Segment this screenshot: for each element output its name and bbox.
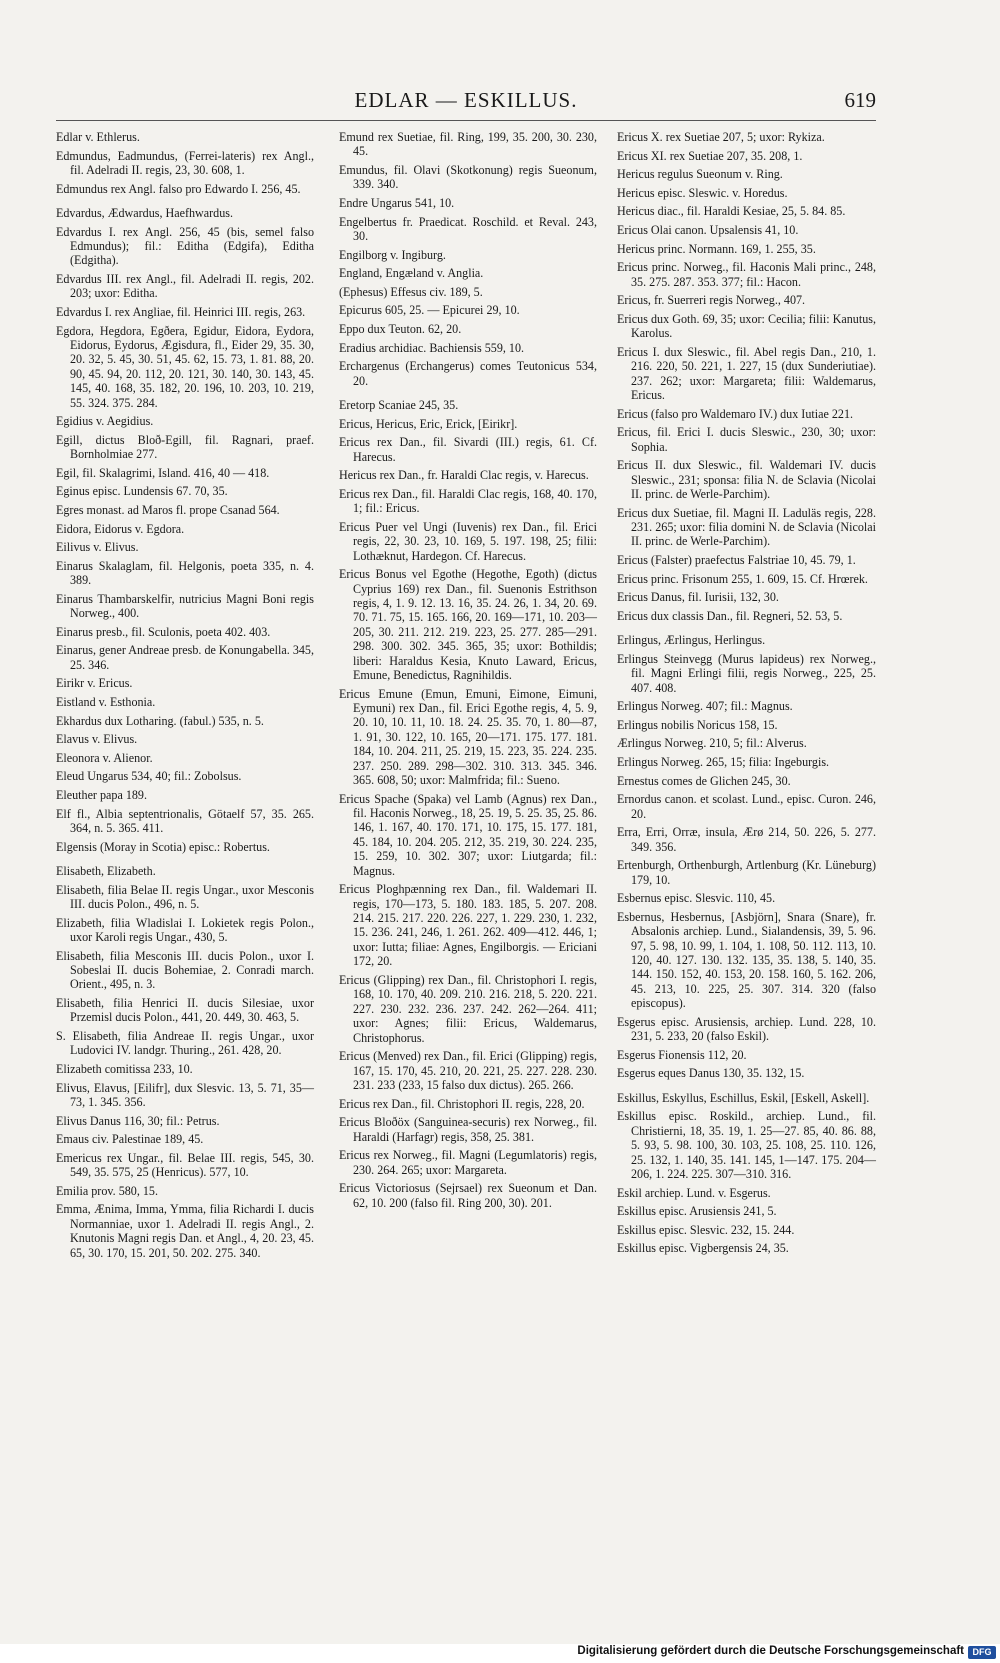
index-entry: Eistland v. Esthonia. xyxy=(56,694,156,709)
index-entry: Ekhardus dux Lotharing. (fabul.) 535, n. 5. xyxy=(56,713,264,728)
index-entry: Eleuther papa 189. xyxy=(56,787,148,802)
index-entry: Eskil archiep. Lund. v. Esgerus. xyxy=(617,1185,771,1200)
index-entry: Eginus episc. Lundensis 67. 70, 35. xyxy=(56,484,228,499)
index-entry: Esgerus episc. Arusiensis, archiep. Lund. 228, 10. 231, 5. 233, 20 (falso Eskil). xyxy=(617,1014,876,1044)
index-entry: Hericus princ. Normann. 169, 1. 255, 35. xyxy=(617,241,816,256)
index-entry: Edmundus rex Angl. falso pro Edwardo I. 256, 45. xyxy=(56,181,301,196)
index-entry: Ericus, fil. Erici I. ducis Sleswic., 230, 30; uxor: Sophia. xyxy=(617,425,876,454)
index-entry: Erra, Erri, Orræ, insula, Ærø 214, 50. 226, 5. 277. 349. 356. xyxy=(617,825,876,854)
index-entry: Elizabeth comitissa 233, 10. xyxy=(56,1061,193,1076)
index-entry: Edmundus, Eadmundus, (Ferrei-lateris) rex Angl., fil. Adelradi II. regis, 23, 30. 608, 1. xyxy=(56,148,314,177)
index-entry: Emma, Ænima, Imma, Ymma, filia Richardi I. ducis Normanniae, uxor 1. Adelradi II. regis Angl., 2. Knutonis Magni regis Dan. et Angl., 4, 20. 23, 45. 65, 30. 170, 15. 201, 50. 202. 275. 340. xyxy=(56,1202,314,1260)
header-rule xyxy=(56,120,876,121)
index-entry: S. Elisabeth, filia Andreae II. regis Ungar., uxor Ludovici IV. landgr. Thuring., 261. 428, 20. xyxy=(56,1028,314,1058)
page-title: EDLAR — ESKILLUS. xyxy=(354,88,578,112)
index-entry: Eskillus episc. Slesvic. 232, 15. 244. xyxy=(617,1222,795,1237)
index-entry: Endre Ungarus 541, 10. xyxy=(339,196,455,210)
index-entry: Ericus princ. Norweg., fil. Haconis Mali princ., 248, 35. 275. 287. 353. 377; fil.: Hacon. xyxy=(617,260,876,289)
index-entry: Epicurus 605, 25. — Epicurei 29, 10. xyxy=(339,303,520,318)
index-entry: Elisabeth, filia Belae II. regis Ungar., uxor Mesconis III. ducis Polon., 496, n. 5. xyxy=(56,882,314,911)
page-header xyxy=(56,88,876,116)
index-entry: Ernordus canon. et scolast. Lund., episc. Curon. 246, 20. xyxy=(617,792,876,821)
index-entry: Ericus, fr. Suerreri regis Norweg., 407. xyxy=(617,293,806,308)
index-entry: Erlingus nobilis Noricus 158, 15. xyxy=(617,717,778,732)
index-entry: Ericus I. dux Sleswic., fil. Abel regis Dan., 210, 1. 216. 220, 50. 221, 1. 227, 15 (dux Sunderiutiae). 237. 262; uxor: Margareta; filii: Waldemarus, Ericus. xyxy=(617,344,876,402)
index-entry: Elavus v. Elivus. xyxy=(56,732,138,747)
index-entry: Elivus Danus 116, 30; fil.: Petrus. xyxy=(56,1113,220,1128)
index-entry: Ericus Bonus vel Egothe (Hegothe, Egoth) (dictus Cyprius 169) rex Dan., fil. Suenonis Estrithson regis, 4, 1. 9. 12. 13. 16, 35. 24. 26, 1. 34, 20. 69. 70. 71. 75, 15. 165. 166, 20. 169—171, 10. 203—205, 30. 211. 212. 219. 223, 25. 277. 285—291. 298. 300. 302. 345. 365, 35; uxor: Bothildis; liberi: Haraldus Kesia, Knuto Laward, Ericus, Emune, Benedictus, Ragnihildis. xyxy=(339,567,597,682)
index-entry: Ertenburgh, Orthenburgh, Artlenburg (Kr. Lüneburg) 179, 10. xyxy=(617,858,876,887)
index-entry: Edvardus I. rex Angliae, fil. Heinrici III. regis, 263. xyxy=(56,305,306,319)
index-entry: Ericus rex Norweg., fil. Magni (Legumlatoris) regis, 230. 264. 265; uxor: Margareta. xyxy=(339,1148,597,1177)
index-entry: Ericus Olai canon. Upsalensis 41, 10. xyxy=(617,222,799,237)
index-entry: Ericus rex Dan., fil. Sivardi (III.) regis, 61. Cf. Harecus. xyxy=(339,435,597,464)
dfg-logo-icon: DFG xyxy=(968,1646,996,1659)
index-entry: Ericus XI. rex Suetiae 207, 35. 208, 1. xyxy=(617,148,803,163)
index-entry: Eskillus episc. Arusiensis 241, 5. xyxy=(617,1204,777,1219)
index-entry: Egidius v. Aegidius. xyxy=(56,414,154,429)
index-entry: Eretorp Scaniae 245, 35. xyxy=(339,397,459,412)
footer-credit: Digitalisierung gefördert durch die Deutsche Forschungsgemeinschaft xyxy=(577,1645,964,1657)
index-entry: Hericus diac., fil. Haraldi Kesiae, 25, 5. 84. 85. xyxy=(617,204,846,219)
index-entry: Erlingus Norweg. 407; fil.: Magnus. xyxy=(617,699,793,714)
index-entry: Erchargenus (Erchangerus) comes Teutonicus 534, 20. xyxy=(339,359,597,388)
index-entry: (Ephesus) Effesus civ. 189, 5. xyxy=(339,284,483,299)
index-entry: Ericus Spache (Spaka) vel Lamb (Agnus) rex Dan., fil. Haconis Norweg., 18, 25. 19, 5. 25. 35, 25. 86. 146, 1. 167, 40. 170. 171, 10. 175, 15. 177. 181, 45. 184, 10. 204. 205. 212, 35. 219, 30. 224. 235, 15. 259, 10. 302. 307; uxor: Liutgarda; fil.: Magnus. xyxy=(339,791,597,878)
index-entry: Eskillus, Eskyllus, Eschillus, Eskil, [Eskell, Askell]. xyxy=(617,1090,870,1105)
index-entry: Eskillus episc. Roskild., archiep. Lund., fil. Christierni, 18, 35. 19, 1. 25—27. 85, 40. 86. 88, 5. 93, 5. 98. 100, 30. 103, 25. 108, 25. 110. 126, 25. 132, 1. 140, 35. 141. 145, 1—147. 175. 204—206, 1. 224. 225. 307—310. 316. xyxy=(617,1109,876,1181)
index-entry: Ericus Puer vel Ungi (Iuvenis) rex Dan., fil. Erici regis, 22, 30. 23, 10. 169, 5. 197. 198, 25; filii: Lothæknut, Hardegon. Cf. Harecus. xyxy=(339,519,597,563)
index-entry: Elisabeth, filia Henrici II. ducis Silesiae, uxor Przemisl ducis Polon., 441, 20. 449, 30. 463, 5. xyxy=(56,995,314,1025)
index-entry: Einarus presb., fil. Sculonis, poeta 402. 403. xyxy=(56,624,271,639)
index-entry: Elivus, Elavus, [Eilifr], dux Slesvic. 13, 5. 71, 35—73, 1. 345. 356. xyxy=(56,1080,314,1109)
index-entry: Ericus (Falster) praefectus Falstriae 10, 45. 79, 1. xyxy=(617,552,856,567)
index-entry: Eppo dux Teuton. 62, 20. xyxy=(339,321,462,336)
index-entry: Emilia prov. 580, 15. xyxy=(56,1183,158,1198)
index-entry: Eilivus v. Elivus. xyxy=(56,540,139,555)
index-entry: Ericus X. rex Suetiae 207, 5; uxor: Rykiza. xyxy=(617,130,825,144)
index-entry: Esgerus Fionensis 112, 20. xyxy=(617,1047,747,1062)
index-entry: Hericus regulus Sueonum v. Ring. xyxy=(617,167,783,182)
index-column-2 xyxy=(339,130,597,1214)
index-entry: Eskillus episc. Vigbergensis 24, 35. xyxy=(617,1241,789,1256)
index-entry: Ericus II. dux Sleswic., fil. Waldemari IV. ducis Sleswic., 231; sponsa: filia N. de Sclavia (Nicolai II. princ. de Werle-Parchim). xyxy=(617,458,876,501)
index-entry: Elisabeth, filia Mesconis III. ducis Polon., uxor I. Sobeslai II. ducis Bohemiae, 2. Conradi march. Orient., 495, n. 3. xyxy=(56,948,314,992)
index-entry: Engilborg v. Ingiburg. xyxy=(339,247,446,262)
index-entry: Egil, fil. Skalagrimi, Island. 416, 40 — 418. xyxy=(56,465,270,480)
index-entry: England, Engæland v. Anglia. xyxy=(339,266,484,281)
index-entry: Erlingus Norweg. 265, 15; filia: Ingeburgis. xyxy=(617,754,830,769)
index-entry: Edvardus, Ædwardus, Haefhwardus. xyxy=(56,206,233,220)
index-entry: Elgensis (Moray in Scotia) episc.: Robertus. xyxy=(56,839,270,854)
index-entry: Engelbertus fr. Praedicat. Roschild. et Reval. 243, 30. xyxy=(339,214,597,243)
index-entry: Edvardus I. rex Angl. 256, 45 (bis, semel falso Edmundus); fil.: Editha (Edgifa), Editha (Edgitha). xyxy=(56,224,314,268)
index-entry: Eirikr v. Ericus. xyxy=(56,676,133,691)
index-entry: Erlingus, Ærlingus, Herlingus. xyxy=(617,633,766,648)
index-entry: Edlar v. Ethlerus. xyxy=(56,130,140,144)
index-entry: Ericus princ. Frisonum 255, 1. 609, 15. Cf. Hrœrek. xyxy=(617,571,868,586)
index-entry: Ærlingus Norweg. 210, 5; fil.: Alverus. xyxy=(617,736,807,751)
index-entry: Ericus (Menved) rex Dan., fil. Erici (Glipping) regis, 167, 15. 170, 45. 210, 20. 221, 25. 227. 228. 230. 231. 233 (233, 15 falso dux dictus). 265. 266. xyxy=(339,1049,597,1092)
index-entry: Ericus rex Dan., fil. Christophori II. regis, 228, 20. xyxy=(339,1096,585,1111)
index-entry: Ericus dux Goth. 69, 35; uxor: Cecilia; filii: Kanutus, Karolus. xyxy=(617,311,876,341)
index-entry: Hericus rex Dan., fr. Haraldi Clac regis, v. Harecus. xyxy=(339,468,589,483)
index-entry: Hericus episc. Sleswic. v. Horedus. xyxy=(617,185,788,200)
index-entry: Erlingus Steinvegg (Murus lapideus) rex Norweg., fil. Magni Erlingi filii, regis Norweg., 225, 25. 407. 408. xyxy=(617,651,876,695)
index-entry: Ericus Danus, fil. Iurisii, 132, 30. xyxy=(617,590,779,605)
index-entry: Einarus Thambarskelfir, nutricius Magni Boni regis Norweg., 400. xyxy=(56,591,314,621)
index-entry: Ericus rex Dan., fil. Haraldi Clac regis, 168, 40. 170, 1; fil.: Ericus. xyxy=(339,486,597,516)
index-entry: Emericus rex Ungar., fil. Belae III. regis, 545, 30. 549, 35. 575, 25 (Henricus). 577, 10. xyxy=(56,1150,314,1180)
index-entry: Ericus dux Suetiae, fil. Magni II. Laduläs regis, 228. 231. 265; uxor: filia domini N. de Sclavia (Nicolai II. princ. de Werle-Parchim). xyxy=(617,505,876,549)
index-entry: Emaus civ. Palestinae 189, 45. xyxy=(56,1132,204,1147)
index-entry: Egres monast. ad Maros fl. prope Csanad 564. xyxy=(56,503,280,517)
index-entry: Edvardus III. rex Angl., fil. Adelradi II. regis, 202. 203; uxor: Editha. xyxy=(56,272,314,301)
index-entry: Ericus Ploghpænning rex Dan., fil. Waldemari II. regis, 170—173, 5. 180. 183. 185, 5. 207. 208. 214. 215. 217. 220. 226. 227, 1. 229. 230, 1. 232, 15. 236. 241, 246, 1. 261. 262. 409—412. 446, 1; uxor: Iutta; filiae: Agnes, Engilborgis. — Ericiani 172, 20. xyxy=(339,882,597,969)
index-entry: Esgerus eques Danus 130, 35. 132, 15. xyxy=(617,1066,805,1081)
index-entry: Einarus Skalaglam, fil. Helgonis, poeta 335, n. 4. 389. xyxy=(56,558,314,588)
index-entry: Ernestus comes de Glichen 245, 30. xyxy=(617,773,791,788)
index-entry: Emundus, fil. Olavi (Skotkonung) regis Sueonum, 339. 340. xyxy=(339,163,597,192)
index-entry: Ericus Victoriosus (Sejrsael) rex Sueonum et Dan. 62, 10. 200 (falso fil. Ring 200, 30). 201. xyxy=(339,1181,597,1210)
index-entry: Eidora, Eidorus v. Egdora. xyxy=(56,521,185,536)
index-entry: Eleud Ungarus 534, 40; fil.: Zobolsus. xyxy=(56,769,242,784)
index-entry: Elizabeth, filia Wladislai I. Lokietek regis Polon., uxor Karoli regis Ungar., 430, 5. xyxy=(56,915,314,944)
index-entry: Egill, dictus Bloð-Egill, fil. Ragnari, praef. Bornholmiae 277. xyxy=(56,432,314,462)
index-entry: Elf fl., Albia septentrionalis, Götaelf 57, 35. 265. 364, n. 5. 365. 411. xyxy=(56,806,314,835)
index-entry: Emund rex Suetiae, fil. Ring, 199, 35. 200, 30. 230, 45. xyxy=(339,130,597,159)
index-entry: Eleonora v. Alienor. xyxy=(56,750,153,765)
index-column-1 xyxy=(56,130,314,1264)
index-entry: Einarus, gener Andreae presb. de Konungabella. 345, 25. 346. xyxy=(56,643,314,672)
index-entry: Ericus (falso pro Waldemaro IV.) dux Iutiae 221. xyxy=(617,406,854,421)
index-entry: Esbernus episc. Slesvic. 110, 45. xyxy=(617,891,776,906)
index-entry: Eradius archidiac. Bachiensis 559, 10. xyxy=(339,340,525,355)
index-entry: Ericus Emune (Emun, Emuni, Eimone, Eimuni, Eymuni) rex Dan., fil. Erici Egothe regis, 4, 5. 9, 20. 10, 10. 11, 10. 18. 24. 25. 35. 70, 1. 80—87, 1. 91, 30. 122, 10. 165, 20—171. 175. 177. 181. 184, 10. 204. 211, 25. 219, 15. 223, 35. 224. 235. 237. 250. 289. 298—302. 310. 313. 345. 346. 365. 608, 50; uxor: Malmfrida; fil.: Sueno. xyxy=(339,686,597,788)
index-entry: Ericus (Glipping) rex Dan., fil. Christophori I. regis, 168, 10. 170, 40. 209. 210. 216. 218, 5. 220. 221. 227. 230. 232. 236. 237. 242. 262—264. 411; uxor: Agnes; filii: Ericus, Waldemarus, Christophorus. xyxy=(339,972,597,1045)
index-entry: Esbernus, Hesbernus, [Asbjörn], Snara (Snare), fr. Absalonis archiep. Lund., Sialandensis, 39, 5. 96. 97, 5. 98, 10. 99, 1. 104, 1. 108, 50. 112. 113, 10. 120, 40. 127. 130. 132. 135, 35. 138, 5. 140, 35. 144. 150. 152, 40. 153, 20. 158. 160, 5. 162. 206, 45. 213, 10. 225, 25. 307. 314. 320 (falso episcopus). xyxy=(617,909,876,1011)
index-entry: Ericus dux classis Dan., fil. Regneri, 52. 53, 5. xyxy=(617,608,843,623)
index-column-3 xyxy=(617,130,876,1260)
index-entry: Egdora, Hegdora, Egðera, Egidur, Eidora, Eydora, Eidorus, Eydorus, Ægisdura, fl., Eider 29, 35. 30, 20. 32, 5. 45, 30. 51, 45. 62, 15. 73, 1. 81. 88, 20. 90, 45. 94, 20. 112, 20. 121, 30. 140, 30. 143, 45. 145, 40. 168, 35. 182, 20. 196, 10. 203, 10. 219, 55. 324. 375. 284. xyxy=(56,323,314,410)
index-entry: Elisabeth, Elizabeth. xyxy=(56,863,156,878)
index-entry: Ericus, Hericus, Eric, Erick, [Eirikr]. xyxy=(339,416,518,431)
index-entry: Ericus Bloðöx (Sanguinea-securis) rex Norweg., fil. Haraldi (Harfagr) regis, 358, 25. 381. xyxy=(339,1115,597,1144)
page-number: 619 xyxy=(844,88,876,112)
